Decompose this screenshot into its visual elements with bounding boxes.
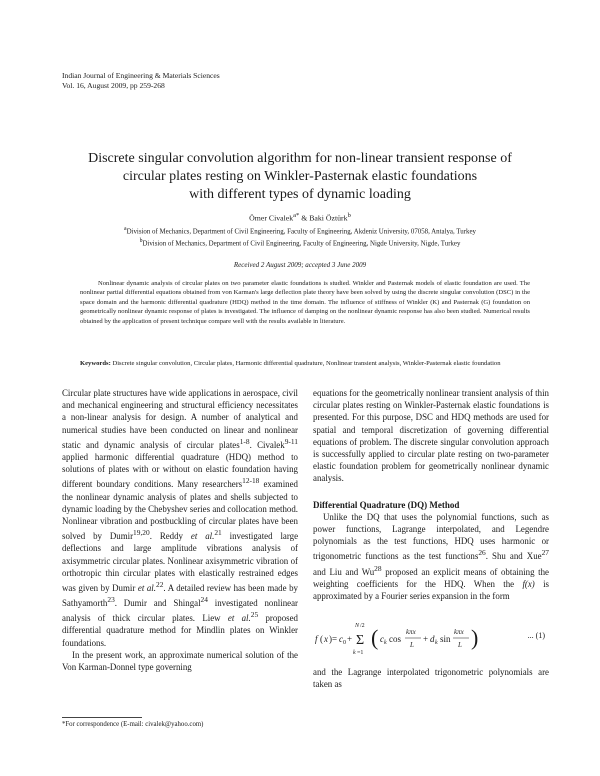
journal-name: Indian Journal of Engineering & Materials Sciences bbox=[62, 71, 220, 80]
left-paragraph-2: In the present work, an approximate numerical solution of the Von Karman-Donnel type governing bbox=[62, 649, 298, 673]
right-column bbox=[313, 387, 549, 691]
affiliation-b: $^b$Division of Mechanics, Department of Civil Engineering, Faculty of Engineering, Nigde University, Nigde, Turkey bbox=[139, 237, 461, 248]
author-1-corr: * bbox=[296, 212, 300, 219]
equation-number: ... (1) bbox=[527, 631, 545, 641]
section-heading: Differential Quadrature (DQ) Method bbox=[313, 499, 460, 510]
left-paragraph-1: Circular plate structures have wide applications in aerospace, civil and mechanical engineering and structural efficiency necessitates a non-linear analysis for design. A number of analytical and numerical studies have been conducted on linear and nonlinear static and dynamic analysis of circular plates$^{1-8}$. Civalek$^{9-11}$ applied harmonic differential quadrature (HDQ) method to solutions of plates with or without on elastic foundation having different boundary conditions. Many researchers$^{12-18}$ examined the nonlinear dynamic analysis of plates and shells subjected to dynamic loading by the Chebyshev series and collocation method. Nonlinear vibration and postbuckling of circular plates have been solved by Dumir$^{19,20}$. Reddy et al.$^{21}$ investigated large deflections and large amplitude vibrations analysis of axisymmetric circular plates. Nonlinear axisymmetric vibration of orthotropic thin circular plates with elastically restrained edges was given by Dumir et al.$^{22}$. A detailed review has been made by Sathyamorth$^{23}$. Dumir and Shingal$^{24}$ investigated nonlinear analysis of thick circular plates. Liew et al.$^{25}$ proposed differential quadrature method for Mindlin plates on Winkler foundations. bbox=[62, 388, 299, 648]
svg-text:c: c bbox=[339, 634, 343, 645]
svg-text:+: + bbox=[347, 634, 353, 645]
svg-text:L: L bbox=[410, 641, 414, 650]
svg-text:cos: cos bbox=[389, 634, 401, 645]
svg-text:f: f bbox=[315, 634, 318, 645]
svg-text:+: + bbox=[423, 634, 429, 645]
author-1-affil: a bbox=[293, 212, 297, 219]
author-2-affil: b bbox=[347, 212, 351, 219]
svg-text:/2: /2 bbox=[360, 623, 365, 630]
svg-text:d: d bbox=[430, 634, 435, 645]
right-paragraph-1: equations for the geometrically nonlinear transient analysis of thin circular plates resting on Winkler-Pasternak elastic foundations is presented. For this purpose, DSC and HDQ methods are used for spatial and temporal discretization of governing differential equations of problem. The discrete singular convolution approach is successfully applied to circular plate resting on two-parameter elastic foundation problem for geometrically nonlinear dynamic analysis. bbox=[313, 388, 549, 484]
svg-text:k: k bbox=[353, 650, 356, 657]
svg-text:0: 0 bbox=[343, 640, 346, 647]
left-column bbox=[62, 387, 298, 673]
author-2: & Baki Öztürk bbox=[299, 213, 348, 223]
title-line-2: circular plates resting on Winkler-Pasternak elastic foundations bbox=[122, 169, 478, 184]
svg-text:kπx: kπx bbox=[406, 628, 416, 637]
svg-text:k: k bbox=[384, 640, 387, 647]
svg-text:k: k bbox=[435, 640, 438, 647]
svg-text:): ) bbox=[471, 625, 479, 651]
svg-text:(: ( bbox=[371, 625, 379, 651]
authors bbox=[60, 212, 540, 223]
svg-text:sin: sin bbox=[440, 634, 451, 645]
paper-title bbox=[60, 150, 540, 204]
received-dates: Received 2 August 2009; accepted 3 June 2009 bbox=[233, 261, 367, 269]
svg-text:(: ( bbox=[320, 634, 323, 645]
right-paragraph-2: Unlike the DQ that uses the polynomial functions, such as power functions, Lagrange interpolated, and Legendre polynomials as the test functions, HDQ uses harmonic or trigonometric functions as the test functions$^{26}$. Shu and Xue$^{27}$ and Liu and Wu$^{28}$ proposed an explicit means of obtaining the weighting coefficients for the HDQ. When the f(x) is approximated by a Fourier series expansion in the form bbox=[313, 511, 549, 601]
keywords-text: Discrete singular convolution, Circular plates, Harmonic differential quadrature, Nonlinear transient analysis, Winkler-Pasternak elastic foundation bbox=[112, 360, 501, 367]
keywords bbox=[80, 359, 530, 368]
svg-text:c: c bbox=[380, 634, 384, 645]
footnote: *For correspondence (E-mail: civalek@yahoo.com) bbox=[62, 721, 204, 728]
svg-text:N: N bbox=[355, 623, 360, 630]
affiliations bbox=[60, 225, 540, 249]
right-paragraph-3: and the Lagrange interpolated trigonometric polynomials are taken as bbox=[313, 667, 549, 690]
affiliation-a: $^a$Division of Mechanics, Department of Civil Engineering, Faculty of Engineering, Akdeniz University, 07058, Antalya, Turkey bbox=[124, 226, 476, 236]
footnote-divider bbox=[62, 717, 142, 718]
journal-volume: Vol. 16, August 2009, pp 259-268 bbox=[62, 81, 165, 90]
svg-text:L: L bbox=[458, 641, 462, 650]
journal-header bbox=[62, 71, 220, 91]
svg-text:)=: )= bbox=[329, 634, 338, 645]
equation-1-formula bbox=[315, 618, 510, 658]
svg-text:kπx: kπx bbox=[454, 628, 464, 637]
title-line-1: Discrete singular convolution algorithm for non-linear transient response of bbox=[88, 151, 512, 166]
keywords-label: Keywords: bbox=[80, 360, 111, 367]
svg-text:x: x bbox=[324, 634, 328, 645]
author-1: Ömer Civalek bbox=[249, 213, 294, 223]
svg-text:=1: =1 bbox=[357, 650, 364, 657]
svg-text:Σ: Σ bbox=[356, 633, 365, 649]
abstract: Nonlinear dynamic analysis of circular plates on two parameter elastic foundations is studied. Winkler and Pasternak models of elastic foundation are used. The nonlinear partial differential equations obtained from von Karman's large deflection plate theory have been solved by using the discrete singular convolution (DSC) in the space domain and the harmonic differential quadrature (HDQ) method in the time domain. The influence of stiffness of Winkler (K) and Pasternak (G) foundation on geometrically nonlinear dynamic response of plates is investigated. The influence of damping on the nonlinear dynamic response has also been studied. Numerical results obtained by the application of present technique compare well with the results available in literature. bbox=[80, 280, 530, 325]
equation-1 bbox=[313, 606, 549, 666]
title-line-3: with different types of dynamic loading bbox=[189, 187, 411, 202]
